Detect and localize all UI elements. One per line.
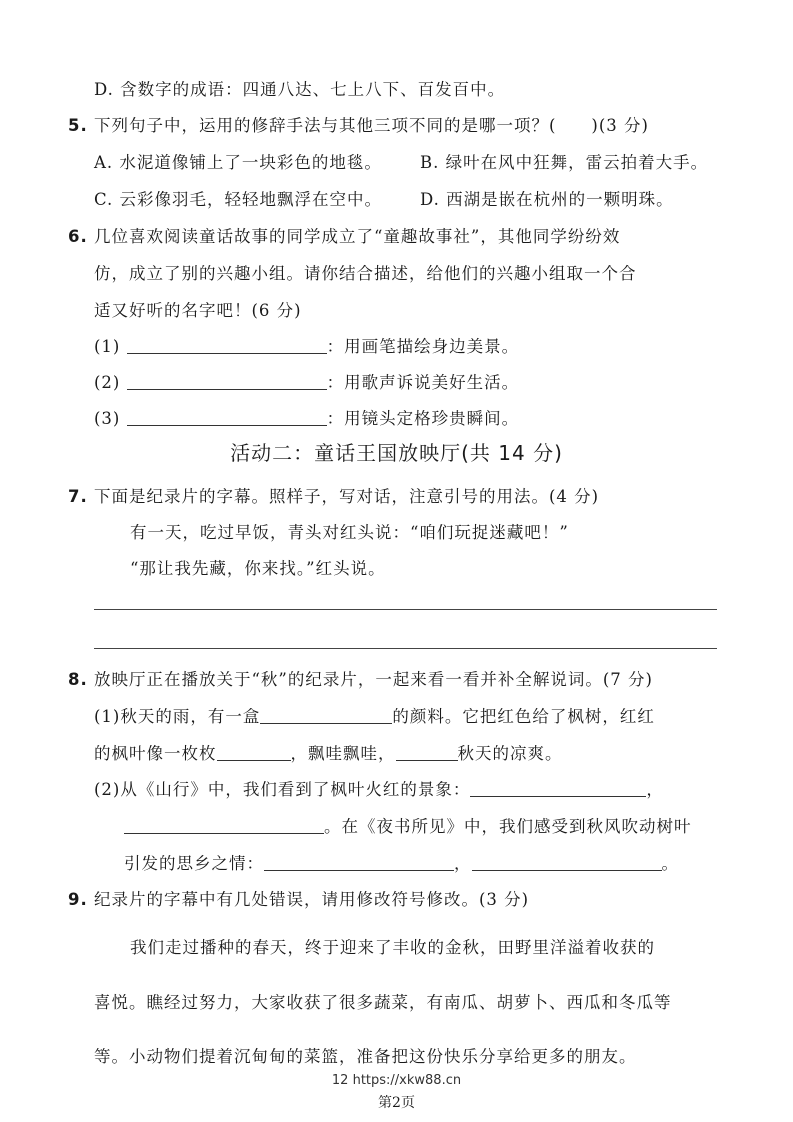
watermark: 12 https://xkw88.cn — [331, 1073, 462, 1088]
q7-example-line2: “那让我先藏，你来找。”红头说。 — [130, 559, 386, 578]
question-stem: 放映厅正在播放关于“秋”的纪录片，一起来看一看并补全解说词。(7 分) — [94, 670, 653, 689]
q5-option-c: C. 云彩像羽毛，轻轻地飘浮在空中。 — [94, 190, 383, 209]
item-label: (3) — [94, 409, 121, 428]
text: 秋天的凉爽。 — [457, 744, 563, 763]
item-label: (1) — [94, 337, 121, 356]
answer-blank[interactable] — [124, 817, 324, 835]
text: 。在《夜书所见》中，我们感受到秋风吹动树叶 — [324, 817, 692, 836]
answer-blank[interactable] — [127, 373, 327, 391]
item-desc: ：用画笔描绘身边美景。 — [326, 337, 520, 356]
answer-line[interactable] — [94, 609, 717, 610]
q8-part1-line1 — [94, 703, 655, 727]
text: ，飘哇飘哇， — [290, 744, 396, 763]
question-8 — [68, 666, 653, 690]
q9-passage-line2: 喜悦。瞧经过努力，大家收获了很多蔬菜，有南瓜、胡萝卜、西瓜和冬瓜等 — [94, 993, 672, 1012]
question-6 — [68, 223, 620, 247]
question-stem: 几位喜欢阅读童话故事的同学成立了“童趣故事社”，其他同学纷纷效 — [94, 227, 621, 246]
question-number: 6. — [68, 227, 88, 246]
item-desc: ：用镜头定格珍贵瞬间。 — [326, 409, 520, 428]
q5-option-a: A. 水泥道像铺上了一块彩色的地毯。 — [94, 153, 382, 172]
q9-passage-line1: 我们走过播种的春天，终于迎来了丰收的金秋，田野里洋溢着收获的 — [130, 938, 655, 957]
question-number: 9. — [68, 890, 88, 909]
q5-option-b: B. 绿叶在风中狂舞，雷云拍着大手。 — [420, 153, 709, 172]
q6-item-2 — [94, 369, 519, 393]
answer-blank[interactable] — [260, 707, 392, 725]
text: ， — [646, 780, 664, 799]
answer-blank[interactable] — [127, 409, 327, 427]
page-number: 第2页 — [378, 1095, 415, 1111]
q8-part1-line2 — [94, 740, 563, 764]
answer-line[interactable] — [94, 648, 717, 649]
q6-stem-line3: 适又好听的名字吧！(6 分) — [94, 301, 302, 320]
question-stem: 下面是纪录片的字幕。照样子，写对话，注意引号的用法。(4 分) — [94, 487, 600, 506]
text: 引发的思乡之情： — [124, 854, 264, 873]
question-stem: 纪录片的字幕中有几处错误，请用修改符号修改。(3 分) — [94, 890, 530, 909]
text: ， — [454, 854, 472, 873]
answer-blank[interactable] — [396, 744, 458, 762]
question-5 — [68, 112, 649, 136]
question-9 — [68, 886, 529, 910]
section-title: 活动二：童话王国放映厅(共 14 分) — [230, 441, 563, 465]
q7-example-line1: 有一天，吃过早饭，青头对红头说：“咱们玩捉迷藏吧！” — [130, 523, 569, 542]
q4-option-d: D. 含数字的成语：四通八达、七上八下、百发百中。 — [94, 80, 506, 99]
q6-item-1 — [94, 333, 519, 357]
question-7 — [68, 483, 599, 507]
q6-stem-line2: 仿，成立了别的兴趣小组。请你结合描述，给他们的兴趣小组取一个合 — [94, 264, 637, 283]
item-desc: ：用歌声诉说美好生活。 — [326, 373, 520, 392]
question-number: 8. — [68, 670, 88, 689]
question-number: 7. — [68, 487, 88, 506]
q8-part2-line3 — [124, 850, 679, 874]
answer-blank[interactable] — [472, 854, 662, 872]
text: (1)秋天的雨，有一盒 — [94, 707, 261, 726]
text: 。 — [661, 854, 679, 873]
item-label: (2) — [94, 373, 121, 392]
q6-item-3 — [94, 405, 519, 429]
answer-blank[interactable] — [264, 854, 454, 872]
answer-blank[interactable] — [217, 744, 291, 762]
question-stem: 下列句子中，运用的修辞手法与其他三项不同的是哪一项？( )(3 分) — [94, 116, 649, 135]
answer-blank[interactable] — [127, 337, 327, 355]
question-number: 5. — [68, 116, 88, 135]
text: 的颜料。它把红色给了枫树，红红 — [392, 707, 655, 726]
q8-part2-line2 — [124, 813, 692, 837]
q8-part2-line1 — [94, 776, 664, 800]
answer-blank[interactable] — [470, 780, 646, 798]
q9-passage-line3: 等。小动物们提着沉甸甸的菜篮，准备把这份快乐分享给更多的朋友。 — [94, 1047, 637, 1066]
text: 的枫叶像一枚枚 — [94, 744, 217, 763]
q5-option-d: D. 西湖是嵌在杭州的一颗明珠。 — [420, 190, 674, 209]
text: (2)从《山行》中，我们看到了枫叶火红的景象： — [94, 780, 471, 799]
